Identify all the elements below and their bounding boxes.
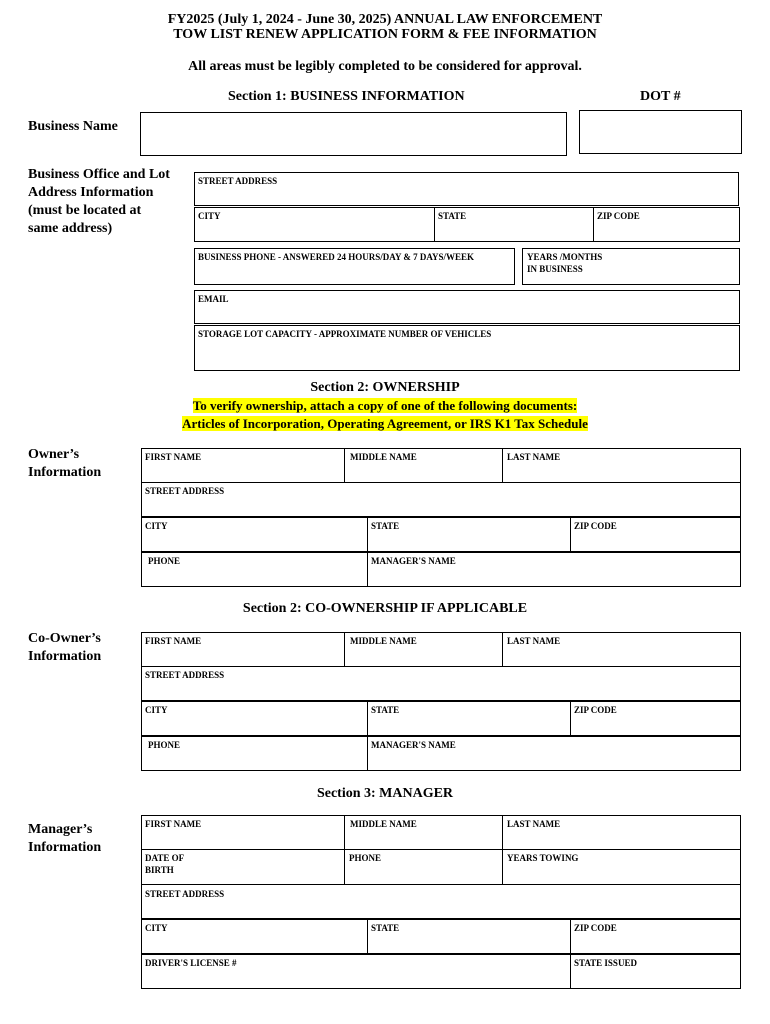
business-name-label: Business Name xyxy=(28,119,118,134)
manager-state-field[interactable] xyxy=(367,919,571,954)
manager-phone-field[interactable] xyxy=(344,849,503,885)
business-office-label-line: same address) xyxy=(28,221,113,236)
city-label: CITY xyxy=(198,211,221,221)
coowner-state-field[interactable] xyxy=(367,701,571,736)
first-name-label: FIRST NAME xyxy=(145,819,202,829)
owner-last-name-field[interactable] xyxy=(502,448,741,483)
section1-title: Section 1: BUSINESS INFORMATION xyxy=(228,89,465,104)
first-name-label: FIRST NAME xyxy=(145,636,202,646)
coowner-info-label xyxy=(28,630,101,666)
coowner-middle-name-field[interactable] xyxy=(344,632,503,667)
manager-drivers-license-field[interactable] xyxy=(141,954,571,989)
business-state-field[interactable] xyxy=(434,207,594,242)
business-phone-field[interactable] xyxy=(194,248,515,285)
owner-info-label xyxy=(28,446,101,482)
city-label: CITY xyxy=(145,705,168,715)
ownership-note-line-1-wrap xyxy=(0,398,770,413)
in-business-label: IN BUSINESS xyxy=(527,264,583,274)
business-city-field[interactable] xyxy=(194,207,435,242)
zip-label: ZIP CODE xyxy=(574,923,617,933)
years-towing-label: YEARS TOWING xyxy=(507,853,579,863)
ownership-note-line-1: To verify ownership, attach a copy of one of the following documents: xyxy=(192,398,578,413)
middle-name-label: MIDDLE NAME xyxy=(350,452,417,462)
coowner-last-name-field[interactable] xyxy=(502,632,741,667)
phone-label: PHONE xyxy=(148,740,181,750)
manager-years-towing-field[interactable] xyxy=(502,849,741,885)
form-title-line-1: FY2025 (July 1, 2024 - June 30, 2025) ANNUAL LAW ENFORCEMENT xyxy=(167,12,603,27)
business-name-field[interactable] xyxy=(140,112,567,156)
street-address-label: STREET ADDRESS xyxy=(145,889,225,899)
zip-label: ZIP CODE xyxy=(574,705,617,715)
owner-city-field[interactable] xyxy=(141,517,368,552)
coowner-manager-name-field[interactable] xyxy=(367,736,741,771)
business-office-label-line: Address Information xyxy=(28,185,154,200)
zip-label: ZIP CODE xyxy=(597,211,640,221)
owner-state-field[interactable] xyxy=(367,517,571,552)
storage-capacity-label: STORAGE LOT CAPACITY - APPROXIMATE NUMBER OF VEHICLES xyxy=(198,329,492,339)
manager-dob-field[interactable] xyxy=(141,849,345,885)
ownership-note-line-2-wrap xyxy=(0,416,770,431)
street-address-label: STREET ADDRESS xyxy=(145,486,225,496)
coowner-phone-field[interactable] xyxy=(141,736,368,771)
form-instruction: All areas must be legibly completed to be considered for approval. xyxy=(188,59,582,74)
manager-info-label xyxy=(28,821,101,857)
state-label: STATE xyxy=(371,923,400,933)
state-label: STATE xyxy=(438,211,467,221)
city-label: CITY xyxy=(145,521,168,531)
middle-name-label: MIDDLE NAME xyxy=(350,636,417,646)
dot-label: DOT # xyxy=(640,89,681,104)
manager-name-label: MANAGER'S NAME xyxy=(371,556,456,566)
manager-first-name-field[interactable] xyxy=(141,815,345,850)
form-title-line-2: TOW LIST RENEW APPLICATION FORM & FEE INFORMATION xyxy=(173,27,597,42)
owner-phone-field[interactable] xyxy=(141,552,368,587)
dot-number-field[interactable] xyxy=(579,110,742,154)
owner-first-name-field[interactable] xyxy=(141,448,345,483)
manager-city-field[interactable] xyxy=(141,919,368,954)
coowner-info-label-line: Co-Owner’s xyxy=(28,631,101,646)
date-of-label: DATE OF xyxy=(145,853,185,863)
first-name-label: FIRST NAME xyxy=(145,452,202,462)
last-name-label: LAST NAME xyxy=(507,452,561,462)
business-street-address-field[interactable] xyxy=(194,172,739,206)
manager-name-label: MANAGER'S NAME xyxy=(371,740,456,750)
phone-label: PHONE xyxy=(349,853,382,863)
city-label: CITY xyxy=(145,923,168,933)
manager-street-address-field[interactable] xyxy=(141,884,741,919)
state-label: STATE xyxy=(371,705,400,715)
drivers-license-label: DRIVER'S LICENSE # xyxy=(145,958,237,968)
section3-title: Section 3: MANAGER xyxy=(316,786,454,801)
ownership-note-line-2: Articles of Incorporation, Operating Agreement, or IRS K1 Tax Schedule xyxy=(182,416,588,431)
street-address-label: STREET ADDRESS xyxy=(145,670,225,680)
manager-last-name-field[interactable] xyxy=(502,815,741,850)
owner-info-label-line: Owner’s xyxy=(28,447,80,462)
owner-info-label-line: Information xyxy=(28,465,102,480)
state-label: STATE xyxy=(371,521,400,531)
business-office-label-line: Business Office and Lot xyxy=(28,167,170,182)
business-office-label xyxy=(28,166,170,238)
email-field[interactable] xyxy=(194,290,740,324)
section2-coownership-title: Section 2: CO-OWNERSHIP IF APPLICABLE xyxy=(242,601,528,616)
business-office-label-line: (must be located at xyxy=(28,203,142,218)
coowner-street-address-field[interactable] xyxy=(141,666,741,701)
coowner-first-name-field[interactable] xyxy=(141,632,345,667)
coowner-zip-field[interactable] xyxy=(570,701,741,736)
birth-label: BIRTH xyxy=(145,865,174,875)
section2-title: Section 2: OWNERSHIP xyxy=(310,380,460,395)
manager-zip-field[interactable] xyxy=(570,919,741,954)
business-phone-label: BUSINESS PHONE - ANSWERED 24 HOURS/DAY & 7 DAYS/WEEK xyxy=(198,252,475,262)
zip-label: ZIP CODE xyxy=(574,521,617,531)
email-label: EMAIL xyxy=(198,294,229,304)
years-months-label: YEARS /MONTHS xyxy=(527,252,603,262)
owner-street-address-field[interactable] xyxy=(141,482,741,517)
years-in-business-field[interactable] xyxy=(522,248,740,285)
street-address-label: STREET ADDRESS xyxy=(198,176,278,186)
owner-manager-name-field[interactable] xyxy=(367,552,741,587)
coowner-info-label-line: Information xyxy=(28,649,102,664)
manager-middle-name-field[interactable] xyxy=(344,815,503,850)
middle-name-label: MIDDLE NAME xyxy=(350,819,417,829)
last-name-label: LAST NAME xyxy=(507,636,561,646)
phone-label: PHONE xyxy=(148,556,181,566)
coowner-city-field[interactable] xyxy=(141,701,368,736)
manager-state-issued-field[interactable] xyxy=(570,954,741,989)
manager-info-label-line: Manager’s xyxy=(28,822,93,837)
last-name-label: LAST NAME xyxy=(507,819,561,829)
state-issued-label: STATE ISSUED xyxy=(574,958,637,968)
owner-middle-name-field[interactable] xyxy=(344,448,503,483)
manager-info-label-line: Information xyxy=(28,840,102,855)
storage-capacity-field[interactable] xyxy=(194,325,740,371)
owner-zip-field[interactable] xyxy=(570,517,741,552)
business-zip-field[interactable] xyxy=(593,207,740,242)
